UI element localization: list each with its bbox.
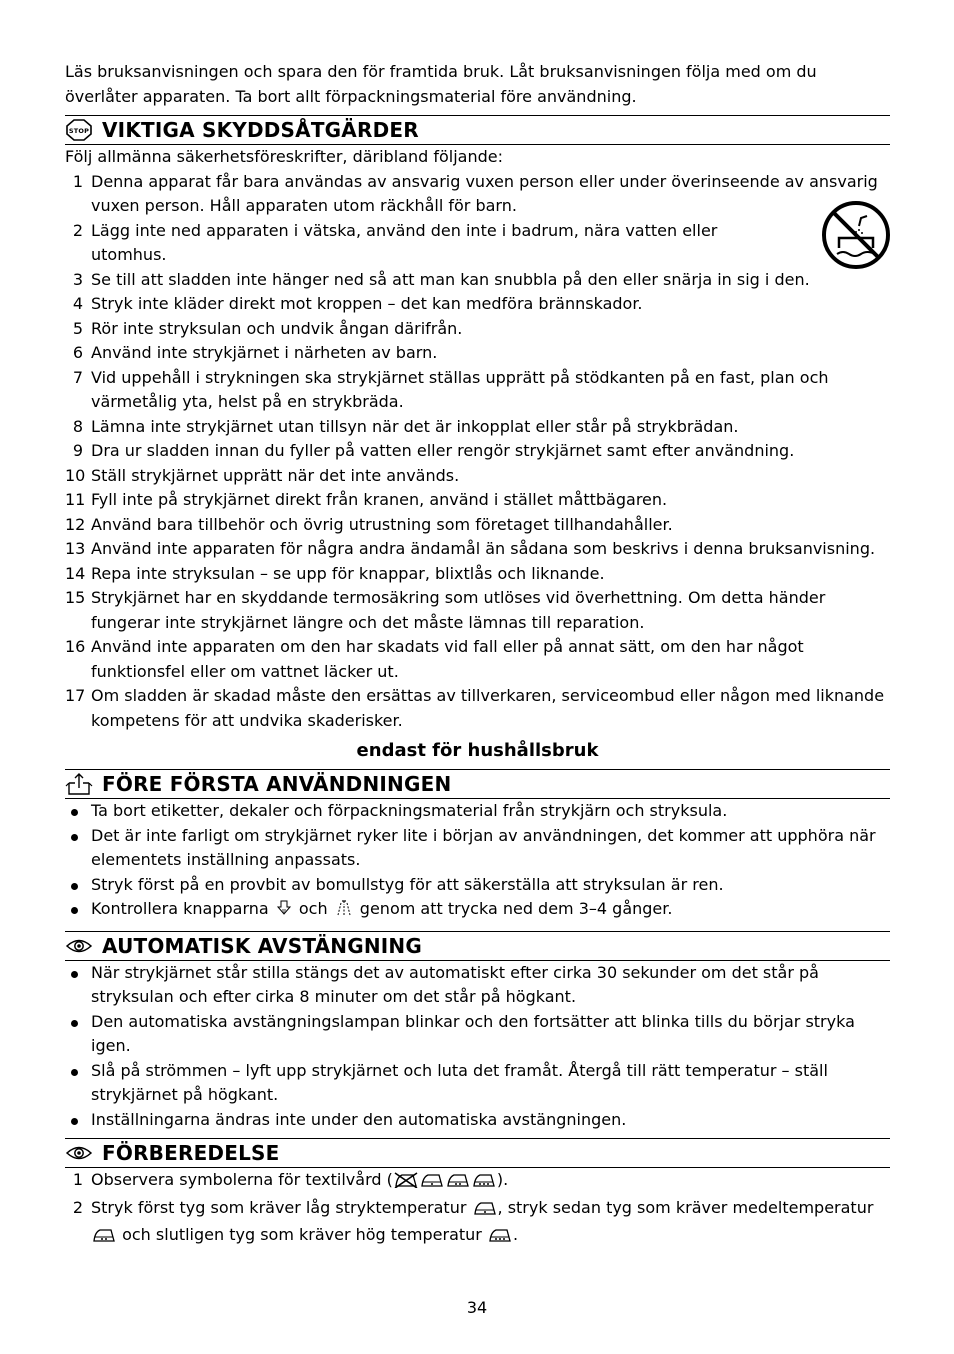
list-item: 13 Använd inte apparaten för några andra ändamål än sådana som beskrivs i denna bruksanvisning. [65,539,876,558]
safety-heading [65,115,890,145]
list-item: 7 Vid uppehåll i strykningen ska strykjärnet ställas upprätt på stödkanten på en fast, plan och värmetålig yta, helst på en strykbräda. [72,367,829,411]
list-item: 17 Om sladden är skadad måste den ersättas av tillverkaren, serviceombud eller någon med liknande kompetens för att undvika skaderisker. [65,686,885,730]
eye-icon [65,1142,95,1164]
list-item: 8 Lämna inte strykjärnet utan tillsyn när det är inkopplat eller står på strykbrädan. [72,416,739,436]
iron-two-dots-icon [445,1171,471,1196]
eye-icon [65,935,95,957]
prep-heading [65,1138,890,1168]
list-item: Det är inte farligt om strykjärnet ryker lite i början av användningen, det kommer att upphöra när elementets inställning anpassats. [65,824,890,873]
list-item: Inställningarna ändras inte under den automatiska avstängningen. [65,1108,890,1133]
iron-one-dot-icon [419,1171,445,1196]
list-item: 12 Använd bara tillbehör och övrig utrustning som företaget tillhandahåller. [65,514,673,534]
list-item: 16 Använd inte apparaten om den har skadats vid fall eller på annat sätt, om den har något funktionsfel eller om vattnet läcker ut. [65,637,804,681]
list-item: 2 Lägg inte ned apparaten i vätska, använd den inte i badrum, nära vatten eller utomhus. [72,220,718,264]
list-item: 2 Stryk först tyg som kräver låg stryktemperatur , stryk sedan tyg som kräver medeltemperatur och slutligen tyg som kräver hög temperatur . [65,1196,890,1251]
list-item: 5 Rör inte stryksulan och undvik ångan därifrån. [72,318,463,338]
list-item: Den automatiska avstängningslampan blinkar och den fortsätter att blinka tills du börjar stryka igen. [65,1010,890,1059]
iron-three-dots-icon [487,1226,513,1251]
list-item: 1 Observera symbolerna för textilvård ( ). [65,1168,890,1196]
shot-of-steam-icon [274,899,294,925]
safety-list [65,170,890,734]
iron-two-dots-icon [91,1226,117,1251]
page-number: 34 [466,1298,488,1317]
list-item: 14 Repa inte stryksulan – se upp för knappar, blixtlås och liknande. [65,563,605,583]
svg-text:STOP: STOP [68,127,90,135]
prep-title: FÖRBEREDELSE [102,1141,280,1165]
iron-one-dot-icon [472,1199,498,1224]
list-item: Ta bort etiketter, dekaler och förpackningsmaterial från strykjärn och stryksula. [65,799,890,824]
safety-lead: Följ allmänna säkerhetsföreskrifter, däribland följande: [65,147,503,166]
auto-off-title: AUTOMATISK AVSTÄNGNING [102,933,422,958]
first-use-title: FÖRE FÖRSTA ANVÄNDNINGEN [102,772,452,796]
auto-off-heading [65,931,890,961]
unpack-icon [65,773,95,795]
intro-text: Läs bruksanvisningen och spara den för framtida bruk. Låt bruksanvisningen följa med om du överlåter apparaten. Ta bort allt förpackningsmaterial före användning. [65,62,817,106]
list-item: 6 Använd inte strykjärnet i närheten av barn. [72,343,438,362]
iron-three-dots-icon [471,1171,497,1196]
list-item: Stryk först på en provbit av bomullstyg för att säkerställa att stryksulan är ren. [65,873,890,898]
no-water-warning-icon [821,200,891,274]
list-item: 11 Fyll inte på strykjärnet direkt från kranen, använd i stället måttbägaren. [65,490,668,509]
list-item: När strykjärnet står stilla stängs det av automatiskt efter cirka 30 sekunder om det står på stryksulan och efter cirka 8 minuter om det står på högkant. [65,961,890,1010]
list-item: 3 Se till att sladden inte hänger ned så att man kan snubbla på den eller snärja in sig i den. [72,269,810,289]
list-item: Kontrollera knapparna och genom att trycka ned dem 3–4 gånger. [65,897,890,925]
list-item: Slå på strömmen – lyft upp strykjärnet och luta det framåt. Återgå till rätt temperatur – ställ strykjärnet på högkant. [65,1059,890,1108]
auto-off-list [65,961,890,1133]
list-item: 1 Denna apparat får bara användas av ansvarig vuxen person eller under överinseende av ansvarig vuxen person. Håll apparaten utom räckhåll för barn. [72,171,878,215]
list-item: 9 Dra ur sladden innan du fyller på vatten eller rengör strykjärnet samt efter användning. [72,441,795,460]
stop-icon [65,119,95,141]
no-iron-icon [393,1171,419,1196]
list-item: 15 Strykjärnet har en skyddande termosäkring som utlöses vid överhettning. Om detta händer fungerar inte strykjärnet längre och det måste lämnas till reparation. [65,588,826,632]
prep-list [65,1168,890,1251]
safety-title: VIKTIGA SKYDDSÅTGÄRDER [102,118,419,142]
household-note: endast för hushållsbruk [356,740,599,761]
first-use-list [65,799,890,925]
list-item: 10 Ställ strykjärnet upprätt när det inte används. [65,465,460,485]
list-item: 4 Stryk inte kläder direkt mot kroppen – det kan medföra brännskador. [72,294,643,313]
spray-icon [333,899,355,925]
manual-page [65,60,890,1251]
first-use-heading [65,769,890,799]
